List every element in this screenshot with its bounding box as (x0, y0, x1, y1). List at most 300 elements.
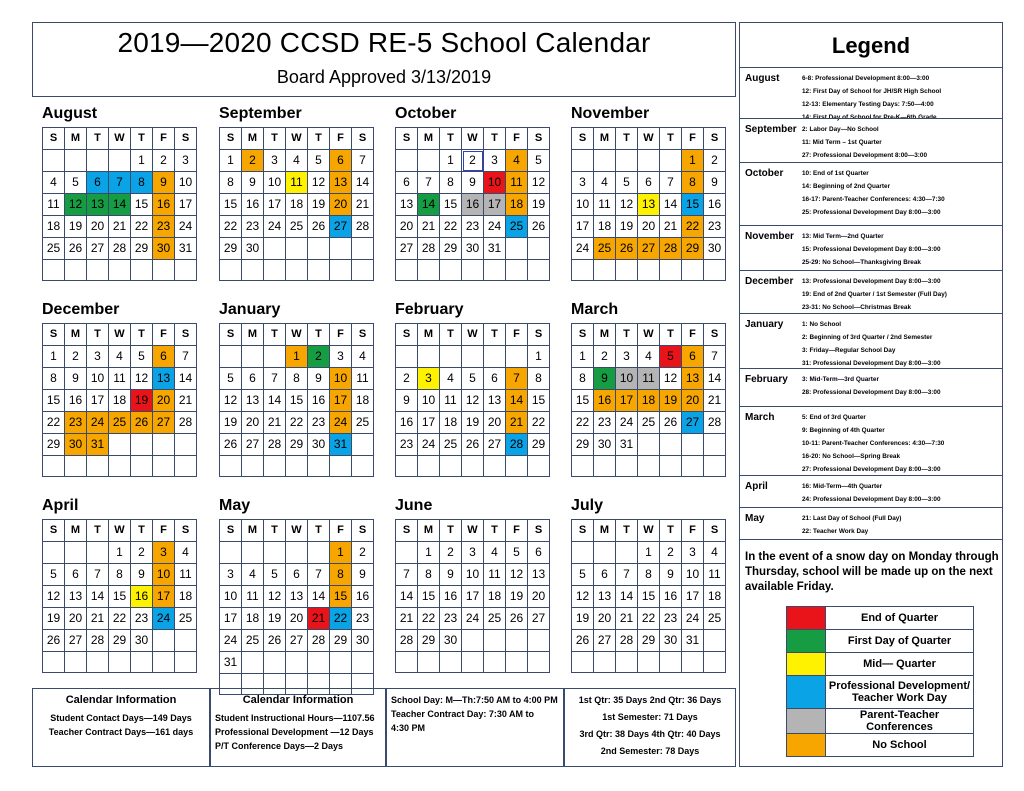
day-cell: 17 (153, 586, 175, 608)
empty-cell (682, 260, 704, 281)
day-cell: 30 (440, 630, 462, 652)
day-cell: 10 (418, 390, 440, 412)
empty-cell (65, 260, 87, 281)
day-cell: 24 (87, 412, 109, 434)
day-cell: 11 (175, 564, 197, 586)
day-cell: 20 (682, 390, 704, 412)
empty-cell (153, 652, 175, 673)
day-cell: 23 (462, 216, 484, 238)
day-cell: 18 (440, 412, 462, 434)
legend-month: February (745, 374, 788, 385)
day-cell: 20 (87, 216, 109, 238)
weekday-header: F (330, 520, 352, 542)
day-cell: 19 (528, 194, 550, 216)
day-cell: 27 (242, 434, 264, 456)
day-cell: 29 (682, 238, 704, 260)
day-cell: 15 (330, 586, 352, 608)
day-cell: 31 (175, 238, 197, 260)
day-cell: 22 (440, 216, 462, 238)
day-cell: 2 (242, 150, 264, 172)
key-row (787, 709, 974, 734)
day-cell: 30 (594, 434, 616, 456)
day-cell: 17 (264, 194, 286, 216)
legend-event: 19: End of 2nd Quarter / 1st Semester (Full Day) (802, 291, 947, 298)
day-cell: 22 (638, 608, 660, 630)
day-cell: 4 (704, 542, 726, 564)
weekday-header: S (396, 520, 418, 542)
empty-cell (638, 150, 660, 172)
day-cell: 13 (330, 172, 352, 194)
month-june (395, 497, 550, 673)
day-cell: 6 (396, 172, 418, 194)
empty-cell (264, 260, 286, 281)
weekday-header: S (43, 520, 65, 542)
day-cell: 11 (506, 172, 528, 194)
day-cell: 14 (396, 586, 418, 608)
day-cell: 27 (528, 608, 550, 630)
empty-cell (242, 346, 264, 368)
legend-event-list (802, 411, 1000, 476)
day-cell: 1 (638, 542, 660, 564)
weekday-header: M (418, 128, 440, 150)
day-cell: 15 (286, 390, 308, 412)
day-cell: 7 (308, 564, 330, 586)
day-cell: 23 (594, 412, 616, 434)
day-cell: 16 (153, 194, 175, 216)
legend-event: 12-13: Elementary Testing Days: 7:50—4:00 (802, 101, 934, 108)
weekday-header: W (109, 128, 131, 150)
day-cell: 5 (572, 564, 594, 586)
empty-cell (594, 150, 616, 172)
empty-cell (330, 260, 352, 281)
weekday-header: F (506, 128, 528, 150)
legend-event: 13: Mid Term—2nd Quarter (802, 233, 884, 240)
key-label: Parent-Teacher Conferences (826, 709, 974, 734)
info-line: 1st Qtr: 35 Days 2nd Qtr: 36 Days (578, 695, 722, 705)
weekday-header: M (65, 324, 87, 346)
month-september (219, 105, 374, 281)
day-cell: 23 (131, 608, 153, 630)
day-cell: 6 (286, 564, 308, 586)
day-cell: 10 (87, 368, 109, 390)
day-cell: 21 (418, 216, 440, 238)
empty-cell (65, 150, 87, 172)
day-cell: 4 (506, 150, 528, 172)
key-label: First Day of Quarter (826, 630, 974, 653)
day-cell: 4 (352, 346, 374, 368)
day-cell: 16 (131, 586, 153, 608)
empty-cell (396, 542, 418, 564)
weekday-header: T (616, 128, 638, 150)
legend-row-december (740, 270, 1002, 314)
empty-cell (87, 150, 109, 172)
weekday-header: S (704, 520, 726, 542)
empty-cell (264, 652, 286, 674)
legend-event: 16-20: No School—Spring Break (802, 453, 901, 460)
legend-event-list (802, 230, 1000, 269)
legend-event: 28: Professional Development Day 8:00—3:00 (802, 389, 941, 396)
empty-cell (572, 652, 594, 673)
day-cell: 3 (87, 346, 109, 368)
day-cell: 30 (242, 238, 264, 260)
weekday-header: W (109, 324, 131, 346)
calendar-info-box-2 (210, 688, 386, 767)
empty-cell (87, 542, 109, 564)
day-cell: 25 (484, 608, 506, 630)
weekday-header: T (264, 520, 286, 542)
day-cell: 1 (43, 346, 65, 368)
day-cell: 28 (396, 630, 418, 652)
legend-event: 24: Professional Development Day 8:00—3:00 (802, 496, 941, 503)
empty-cell (242, 260, 264, 281)
day-cell: 5 (131, 346, 153, 368)
day-cell: 25 (43, 238, 65, 260)
empty-cell (352, 260, 374, 281)
day-cell: 9 (308, 368, 330, 390)
empty-cell (440, 456, 462, 477)
day-cell: 1 (418, 542, 440, 564)
legend-month: December (745, 276, 794, 287)
page-title: 2019—2020 CCSD RE-5 School Calendar (117, 27, 651, 58)
day-cell: 24 (153, 608, 175, 630)
empty-cell (330, 456, 352, 477)
day-cell: 27 (286, 630, 308, 652)
day-cell: 5 (616, 172, 638, 194)
weekday-header: F (682, 520, 704, 542)
weekday-header: S (704, 324, 726, 346)
month-name: November (571, 105, 650, 122)
weekday-header: F (682, 324, 704, 346)
legend-event-list (802, 275, 1000, 314)
day-cell: 18 (175, 586, 197, 608)
legend-event-list (802, 373, 1000, 399)
month-name: June (395, 497, 433, 514)
weekday-header: T (440, 324, 462, 346)
info-line: 3rd Qtr: 38 Days 4th Qtr: 40 Days (579, 729, 721, 739)
month-name: October (395, 105, 457, 122)
weekday-header: S (220, 128, 242, 150)
weekday-header: F (506, 324, 528, 346)
weekday-header: S (528, 520, 550, 542)
info-line: P/T Conference Days—2 Days (215, 741, 344, 751)
day-cell: 24 (264, 216, 286, 238)
day-cell: 19 (65, 216, 87, 238)
empty-cell (484, 652, 506, 673)
legend-event: 12: First Day of School for JH/SR High School (802, 88, 942, 95)
empty-cell (175, 456, 197, 477)
day-cell: 23 (660, 608, 682, 630)
day-cell: 29 (109, 630, 131, 652)
day-cell: 31 (682, 630, 704, 652)
legend-event: 11: Mid Term – 1st Quarter (802, 139, 882, 146)
key-swatch (787, 676, 826, 709)
day-cell: 19 (308, 194, 330, 216)
day-cell: 18 (109, 390, 131, 412)
day-cell: 3 (220, 564, 242, 586)
day-cell: 5 (528, 150, 550, 172)
day-cell: 16 (594, 390, 616, 412)
day-cell: 24 (418, 434, 440, 456)
legend-event: 16-17: Parent-Teacher Conferences: 4:30—7:30 (802, 196, 945, 203)
key-label: Professional Development/ Teacher Work Day (826, 676, 974, 709)
day-cell: 11 (352, 368, 374, 390)
empty-cell (528, 652, 550, 673)
day-cell: 6 (638, 172, 660, 194)
empty-cell (352, 434, 374, 456)
day-cell: 31 (220, 652, 242, 674)
day-cell: 5 (220, 368, 242, 390)
empty-cell (264, 346, 286, 368)
day-cell: 20 (638, 216, 660, 238)
info-line: 4:30 PM (391, 723, 426, 733)
day-cell: 18 (594, 216, 616, 238)
day-cell: 3 (484, 150, 506, 172)
legend-event: 14: Beginning of 2nd Quarter (802, 183, 891, 190)
day-cell: 1 (109, 542, 131, 564)
empty-cell (308, 238, 330, 260)
day-cell: 26 (43, 630, 65, 652)
weekday-header: M (594, 520, 616, 542)
day-cell: 21 (308, 608, 330, 630)
day-cell: 17 (572, 216, 594, 238)
legend-month: August (745, 73, 780, 84)
empty-cell (528, 238, 550, 260)
empty-cell (682, 652, 704, 673)
month-october (395, 105, 550, 281)
month-august (42, 105, 197, 281)
quarter-days-box (564, 688, 736, 767)
page-subtitle: Board Approved 3/13/2019 (276, 67, 492, 87)
empty-cell (43, 260, 65, 281)
day-cell: 5 (506, 542, 528, 564)
day-cell: 8 (418, 564, 440, 586)
legend-event: 3: Mid-Term—3rd Quarter (802, 376, 879, 383)
empty-cell (352, 652, 374, 674)
day-cell: 18 (352, 390, 374, 412)
day-cell: 18 (43, 216, 65, 238)
month-name: January (219, 301, 281, 318)
day-cell: 8 (638, 564, 660, 586)
key-row (787, 607, 974, 630)
day-cell: 10 (330, 368, 352, 390)
month-december (42, 301, 197, 477)
day-cell: 23 (440, 608, 462, 630)
weekday-header: W (638, 520, 660, 542)
weekday-header: W (286, 520, 308, 542)
day-cell: 12 (308, 172, 330, 194)
day-cell: 17 (462, 586, 484, 608)
legend-month: March (745, 412, 775, 423)
day-cell: 13 (396, 194, 418, 216)
day-cell: 29 (286, 434, 308, 456)
weekday-header: T (440, 520, 462, 542)
day-cell: 28 (660, 238, 682, 260)
day-cell: 20 (594, 608, 616, 630)
month-name: March (571, 301, 619, 318)
day-cell: 29 (572, 434, 594, 456)
day-cell: 3 (616, 346, 638, 368)
legend-row-october (740, 162, 1002, 226)
day-cell: 20 (286, 608, 308, 630)
weekday-header: T (484, 128, 506, 150)
empty-cell (506, 630, 528, 652)
weekday-header: M (65, 520, 87, 542)
empty-cell (418, 456, 440, 477)
day-cell: 5 (308, 150, 330, 172)
empty-cell (638, 652, 660, 673)
day-cell: 22 (682, 216, 704, 238)
empty-cell (220, 346, 242, 368)
legend-event: 2: Beginning of 3rd Quarter / 2nd Semester (802, 334, 933, 341)
day-cell: 19 (462, 412, 484, 434)
empty-cell (220, 542, 242, 564)
day-cell: 29 (418, 630, 440, 652)
day-cell: 9 (396, 390, 418, 412)
day-cell: 14 (704, 368, 726, 390)
empty-cell (131, 260, 153, 281)
day-cell: 10 (484, 172, 506, 194)
weekday-header: W (109, 520, 131, 542)
day-cell: 9 (462, 172, 484, 194)
empty-cell (175, 652, 197, 673)
empty-cell (109, 434, 131, 456)
day-cell: 18 (242, 608, 264, 630)
day-cell: 12 (131, 368, 153, 390)
day-cell: 26 (506, 608, 528, 630)
day-cell: 12 (616, 194, 638, 216)
empty-cell (660, 150, 682, 172)
weekday-header: W (462, 128, 484, 150)
day-cell: 3 (418, 368, 440, 390)
day-cell: 10 (616, 368, 638, 390)
day-cell: 12 (660, 368, 682, 390)
day-cell: 10 (572, 194, 594, 216)
day-cell: 7 (616, 564, 638, 586)
day-cell: 15 (43, 390, 65, 412)
day-cell: 30 (65, 434, 87, 456)
empty-cell (506, 238, 528, 260)
weekday-header: T (616, 324, 638, 346)
day-cell: 13 (528, 564, 550, 586)
day-cell: 25 (638, 412, 660, 434)
day-cell: 19 (220, 412, 242, 434)
day-cell: 8 (528, 368, 550, 390)
day-cell: 14 (109, 194, 131, 216)
legend-event-list (802, 512, 1000, 538)
empty-cell (616, 542, 638, 564)
weekday-header: M (418, 324, 440, 346)
legend-title: Legend (831, 33, 911, 58)
day-cell: 15 (528, 390, 550, 412)
day-cell: 23 (65, 412, 87, 434)
day-cell: 5 (43, 564, 65, 586)
day-cell: 16 (440, 586, 462, 608)
day-cell: 28 (616, 630, 638, 652)
day-cell: 9 (65, 368, 87, 390)
legend-month: January (745, 319, 784, 330)
day-cell: 13 (594, 586, 616, 608)
empty-cell (175, 434, 197, 456)
day-cell: 22 (330, 608, 352, 630)
legend-event: 6-8: Professional Development 8:00—3:00 (802, 75, 930, 82)
day-cell: 28 (175, 412, 197, 434)
day-cell: 12 (43, 586, 65, 608)
day-cell: 27 (396, 238, 418, 260)
day-cell: 25 (594, 238, 616, 260)
day-cell: 22 (220, 216, 242, 238)
day-cell: 7 (418, 172, 440, 194)
empty-cell (131, 456, 153, 477)
empty-cell (484, 456, 506, 477)
day-cell: 21 (396, 608, 418, 630)
empty-cell (418, 346, 440, 368)
day-cell: 20 (65, 608, 87, 630)
day-cell: 9 (242, 172, 264, 194)
weekday-header: S (220, 324, 242, 346)
legend-event: 2: Labor Day—No School (802, 126, 879, 133)
day-cell: 15 (109, 586, 131, 608)
day-cell: 6 (65, 564, 87, 586)
month-name: May (219, 497, 251, 514)
empty-cell (264, 542, 286, 564)
day-cell: 11 (109, 368, 131, 390)
empty-cell (682, 434, 704, 456)
day-cell: 20 (528, 586, 550, 608)
day-cell: 9 (704, 172, 726, 194)
weekday-header: M (594, 324, 616, 346)
empty-cell (418, 652, 440, 673)
day-cell: 6 (528, 542, 550, 564)
weekday-header: M (242, 128, 264, 150)
day-cell: 4 (175, 542, 197, 564)
day-cell: 4 (638, 346, 660, 368)
day-cell: 12 (264, 586, 286, 608)
day-cell: 3 (682, 542, 704, 564)
empty-cell (484, 630, 506, 652)
day-cell: 12 (572, 586, 594, 608)
day-cell: 26 (462, 434, 484, 456)
day-cell: 13 (153, 368, 175, 390)
day-cell: 11 (43, 194, 65, 216)
day-cell: 17 (175, 194, 197, 216)
empty-cell (286, 238, 308, 260)
month-name: July (571, 497, 604, 514)
empty-cell (286, 652, 308, 674)
empty-cell (704, 652, 726, 673)
legend-row-august (740, 67, 1002, 119)
day-cell: 17 (220, 608, 242, 630)
empty-cell (396, 346, 418, 368)
key-row (787, 653, 974, 676)
day-cell: 29 (528, 434, 550, 456)
key-swatch (787, 607, 826, 630)
empty-cell (660, 456, 682, 477)
day-cell: 17 (484, 194, 506, 216)
day-cell: 7 (704, 346, 726, 368)
month-november (571, 105, 726, 281)
month-name: August (42, 105, 98, 122)
empty-cell (43, 150, 65, 172)
key-swatch (787, 734, 826, 757)
day-cell: 29 (43, 434, 65, 456)
day-cell: 21 (506, 412, 528, 434)
day-cell: 26 (308, 216, 330, 238)
weekday-header: S (528, 128, 550, 150)
empty-cell (440, 652, 462, 673)
day-cell: 9 (352, 564, 374, 586)
day-cell: 1 (528, 346, 550, 368)
legend-event: 9: Beginning of 4th Quarter (802, 427, 885, 434)
